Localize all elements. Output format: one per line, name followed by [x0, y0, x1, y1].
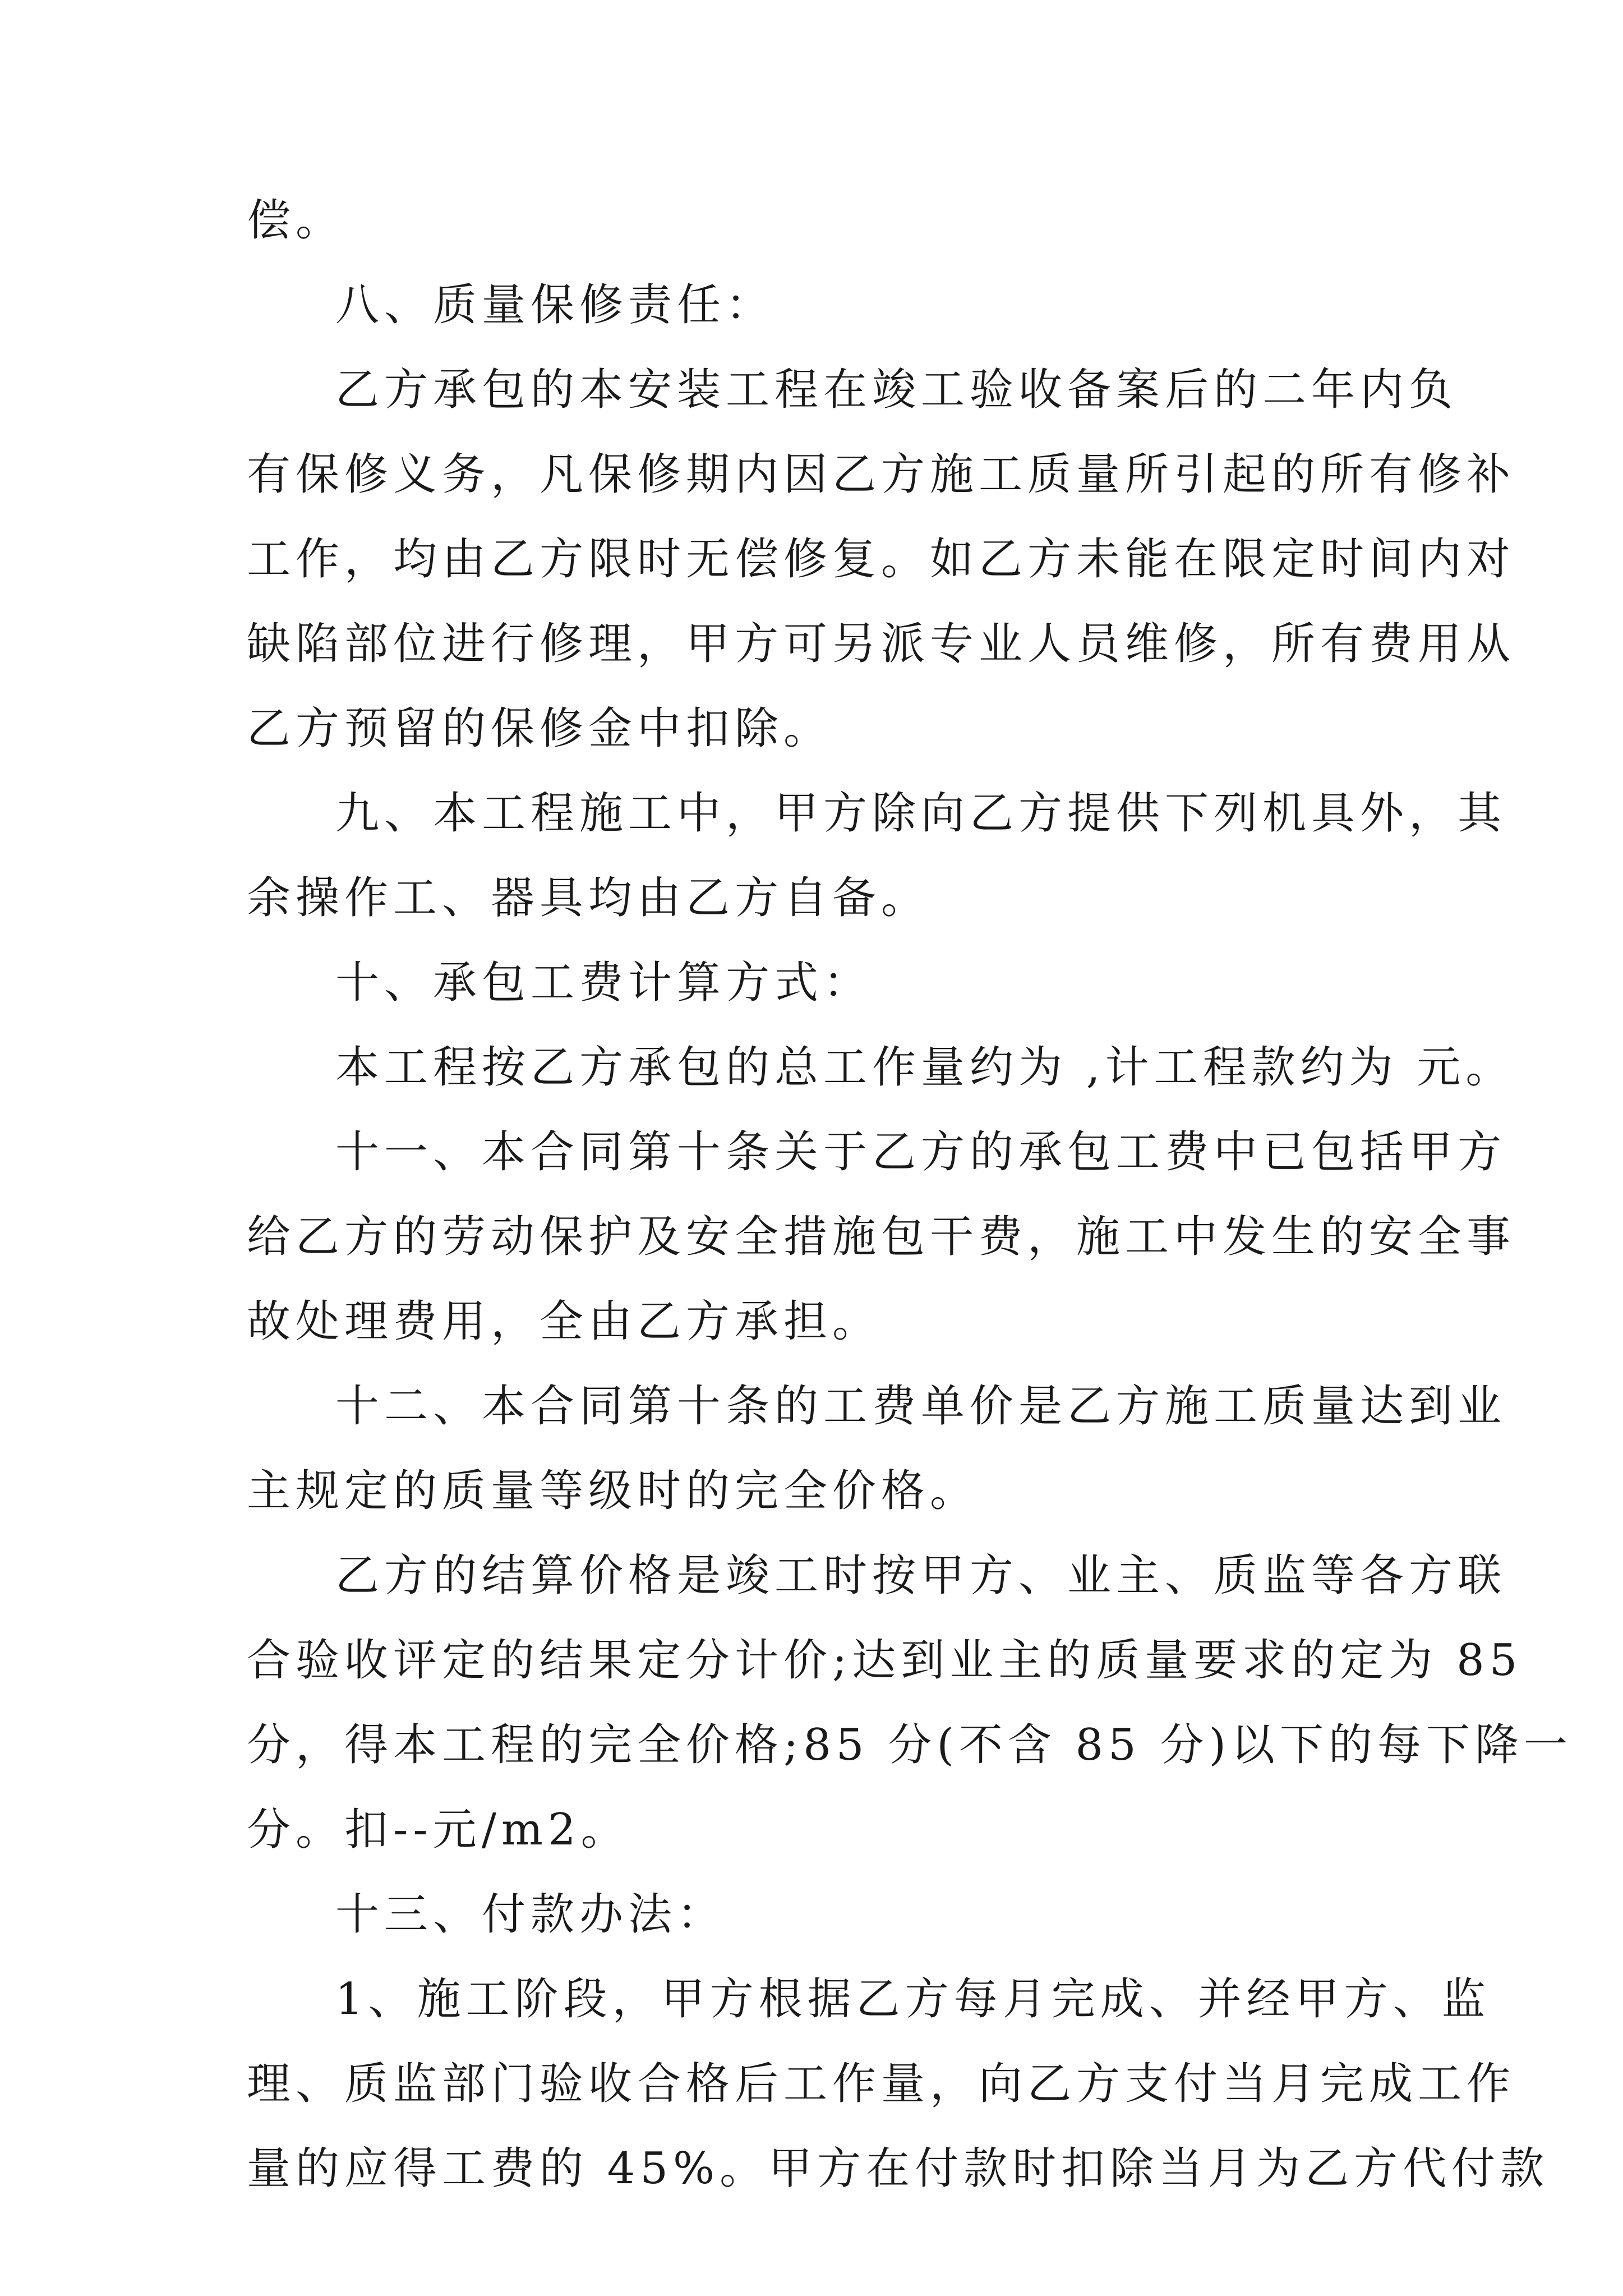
text-line: 本工程按乙方承包的总工作量约为 ,计工程款约为 元。 — [335, 1042, 1515, 1093]
text-line: 乙方承包的本安装工程在竣工验收备案后的二年内负 — [335, 365, 1458, 415]
section-heading-12: 十二、本合同第十条的工费单价是乙方施工质量达到业 — [335, 1381, 1507, 1432]
section-heading-8: 八、质量保修责任： — [335, 280, 775, 330]
text-line: 合验收评定的结果定分计价;达到业主的质量要求的定为 85 — [247, 1635, 1523, 1686]
text-line: 给乙方的劳动保护及安全措施包干费，施工中发生的安全事 — [247, 1212, 1516, 1262]
section-heading-9: 九、本工程施工中，甲方除向乙方提供下列机具外，其 — [335, 788, 1507, 839]
section-heading-11: 十一、本合同第十条关于乙方的承包工费中已包括甲方 — [335, 1127, 1507, 1177]
text-line: 量的应得工费的 45%。甲方在付款时扣除当月为乙方代付款 — [247, 2143, 1550, 2194]
text-line: 工作，均由乙方限时无偿修复。如乙方未能在限定时间内对 — [247, 534, 1516, 585]
text-line: 理、质监部门验收合格后工作量，向乙方支付当月完成工作 — [247, 2059, 1516, 2109]
text-line: 1、施工阶段，甲方根据乙方每月完成、并经甲方、监 — [335, 1974, 1491, 2024]
text-line: 分。扣--元/m2。 — [247, 1805, 630, 1855]
text-line: 乙方的结算价格是竣工时按甲方、业主、质监等各方联 — [335, 1550, 1507, 1601]
text-line: 故处理费用，全由乙方承担。 — [247, 1296, 882, 1347]
text-line: 主规定的质量等级时的完全价格。 — [247, 1466, 979, 1516]
text-line: 余操作工、器具均由乙方自备。 — [247, 873, 930, 923]
section-heading-13: 十三、付款办法： — [335, 1889, 726, 1940]
text-line: 有保修义务，凡保修期内因乙方施工质量所引起的所有修补 — [247, 449, 1516, 500]
text-line: 分，得本工程的完全价格;85 分(不含 85 分)以下的每下降一 — [247, 1720, 1573, 1770]
text-line: 乙方预留的保修金中扣除。 — [247, 703, 833, 754]
section-heading-10: 十、承包工费计算方式： — [335, 958, 873, 1008]
text-line: 缺陷部位进行修理，甲方可另派专业人员维修，所有费用从 — [247, 619, 1516, 669]
document-body — [247, 178, 1573, 2211]
text-line: 偿。 — [247, 195, 345, 246]
